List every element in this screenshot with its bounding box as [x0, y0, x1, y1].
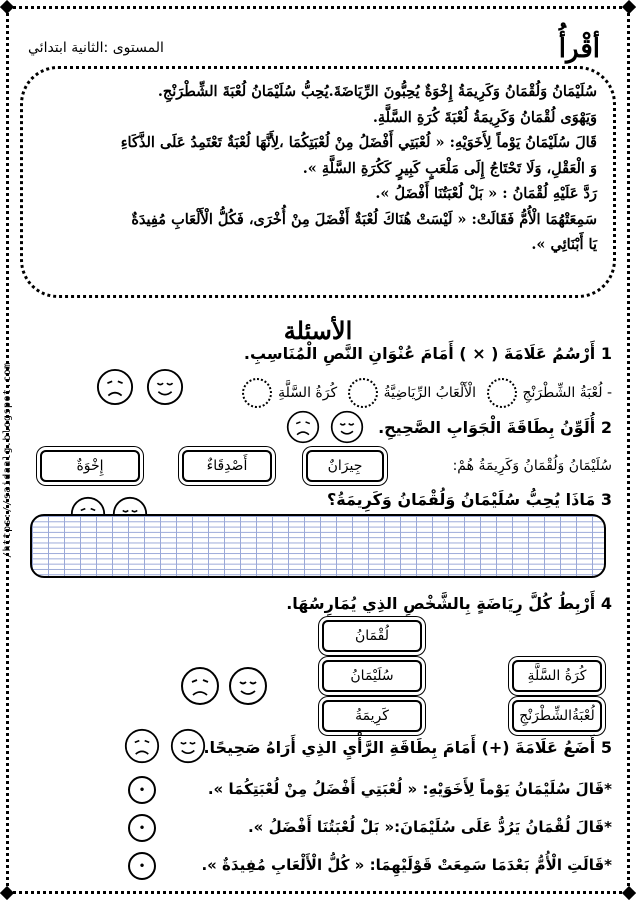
answer-circle[interactable] [348, 378, 378, 408]
answer-circle[interactable] [242, 378, 272, 408]
happy-face-icon [228, 666, 268, 706]
reading-line: وَ الْعَقْلِ، وَلَا تَحْتَاجُ إِلَى مَلْعَبٍ كَبِيرٍ كَكُرَةِ السَّلَّةِ ». [302, 159, 597, 177]
reading-line: قَالَ سُلَيْمَانُ يَوْماً لِأَخَوَيْهِ: « لُعْبَتِي أَفْضَلُ مِنْ لُعْبَتِكُمَا ،لِأَنَّهَا لُعْبَةٌ تَعْتَمِدُ عَلَى الذَّكَاءِ [120, 134, 597, 151]
sport-card[interactable]: لُعْبَةُالشِّطْرَنْجِ [512, 700, 602, 732]
reading-line: رَدَّ عَلَيْهِ لُقْمَانُ : « بَلْ لُعْبَتُنَا أَفْضَلُ ». [375, 185, 597, 202]
reading-line: وَيَهْوَى لُقْمَانُ وَكَرِيمَةُ لُعْبَةَ كُرَةِ السَّلَّةِ. [372, 108, 597, 126]
person-card[interactable]: سُلَيْمَانُ [322, 660, 422, 692]
q1-option: الْأَلْعَابُ الرِّيَاضِيَّةُ [383, 385, 477, 401]
answer-card[interactable]: جِيرَانٌ [306, 450, 384, 482]
questions-title: الأسئلة [283, 316, 353, 345]
answer-circle[interactable] [487, 378, 517, 408]
q1-option: كُرَةُ السَّلَّةِ [278, 385, 338, 401]
page-title: أقْرأُ [558, 34, 600, 64]
side-url: /https://saidaalg.blogspot.com [2, 362, 13, 558]
happy-face-icon [330, 410, 364, 444]
sad-face-icon [96, 368, 134, 406]
answer-circle[interactable]: • [128, 776, 156, 804]
question-5: 5 أَضَعُ عَلَامَةَ (+) أَمَامَ بِطَاقَةِ الرَّأْيِ الذِي أَرَاهُ صَحِيحًا. [203, 738, 612, 757]
happy-face-icon [146, 368, 184, 406]
opinion-statement: *قَالَ سُلَيْمَانُ يَوْماً لِأَخَوَيْهِ: « لُعْبَتِي أَفْضَلُ مِنْ لُعْبَتِكُمَا ». [207, 780, 612, 798]
question-3: 3 مَاذَا يُحِبُّ سُلَيْمَانُ وَلُقْمَانُ وَكَرِيمَةُ؟ [326, 490, 612, 509]
reading-line: سَمِعَتْهُمَا الْأُمُّ فَقَالَتْ: « لَيْسَتْ هُنَاكَ لُعْبَةٌ أَفْضَلَ مِنْ أُخْرَى، فَكُلُّ الْأَلْعَابِ مُفِيدَةٌ [131, 210, 597, 228]
q2-prompt: سُلَيْمَانُ وَلُقْمَانُ وَكَرِيمَةُ هُمْ: [452, 458, 612, 474]
opinion-statement: *قَالَتِ الْأُمُّ بَعْدَمَا سَمِعَتْ قَوْلَيْهِمَا: « كُلُّ الْأَلْعَابِ مُفِيدَةٌ ». [201, 856, 612, 874]
reading-passage [20, 66, 616, 298]
level-label: المستوى :الثانية ابتدائي [28, 40, 164, 56]
sad-face-icon [180, 666, 220, 706]
sport-card[interactable]: كُرَةُ السَّلَّةِ [512, 660, 602, 692]
answer-circle[interactable]: • [128, 814, 156, 842]
question-2: 2 أُلَوِّنُ بِطَاقَةَ الْجَوَابِ الصَّحِيحِ. [378, 418, 612, 437]
opinion-statement: *قَالَ لُقْمَانُ يَرُدُّ عَلَى سُلَيْمَانَ:« بَلْ لُعْبَتُنَا أَفْضَلُ ». [247, 818, 612, 836]
person-card[interactable]: لُقْمَانُ [322, 620, 422, 652]
person-card[interactable]: كَرِيمَةُ [322, 700, 422, 732]
reading-line: يَا أَبْنَائِي ». [531, 236, 597, 253]
reading-line: سُلَيْمَانُ وَلُقْمَانُ وَكَرِيمَةُ إِخْوَةٌ يُحِبُّونَ الرِّيَاضَةَ.يُحِبُّ سُلَيْمَانُ لُعْبَةَ الشِّطْرَنْجِ. [157, 83, 597, 100]
sad-face-icon [286, 410, 320, 444]
answer-card[interactable]: إِخْوَةٌ [40, 450, 140, 482]
answer-circle[interactable]: • [128, 852, 156, 880]
question-1: 1 أَرْسُمُ عَلَامَةَ ( × ) أَمَامَ عُنْوَانِ النَّصِ الْمُنَاسِبِ. [243, 344, 612, 363]
q1-options [236, 378, 612, 408]
question-4: 4 أَرْبِطُ كُلَّ رِيَاضَةٍ بِالشَّخْصِ الذِي يُمَارِسُهَا. [286, 594, 612, 613]
sad-face-icon [124, 728, 160, 764]
answer-card[interactable]: أَصْدِقَاءٌ [182, 450, 272, 482]
happy-face-icon [170, 728, 206, 764]
answer-writing-box[interactable] [30, 514, 606, 578]
q1-option: - لُعْبَةُ الشِّطْرَنْجِ [522, 385, 612, 401]
